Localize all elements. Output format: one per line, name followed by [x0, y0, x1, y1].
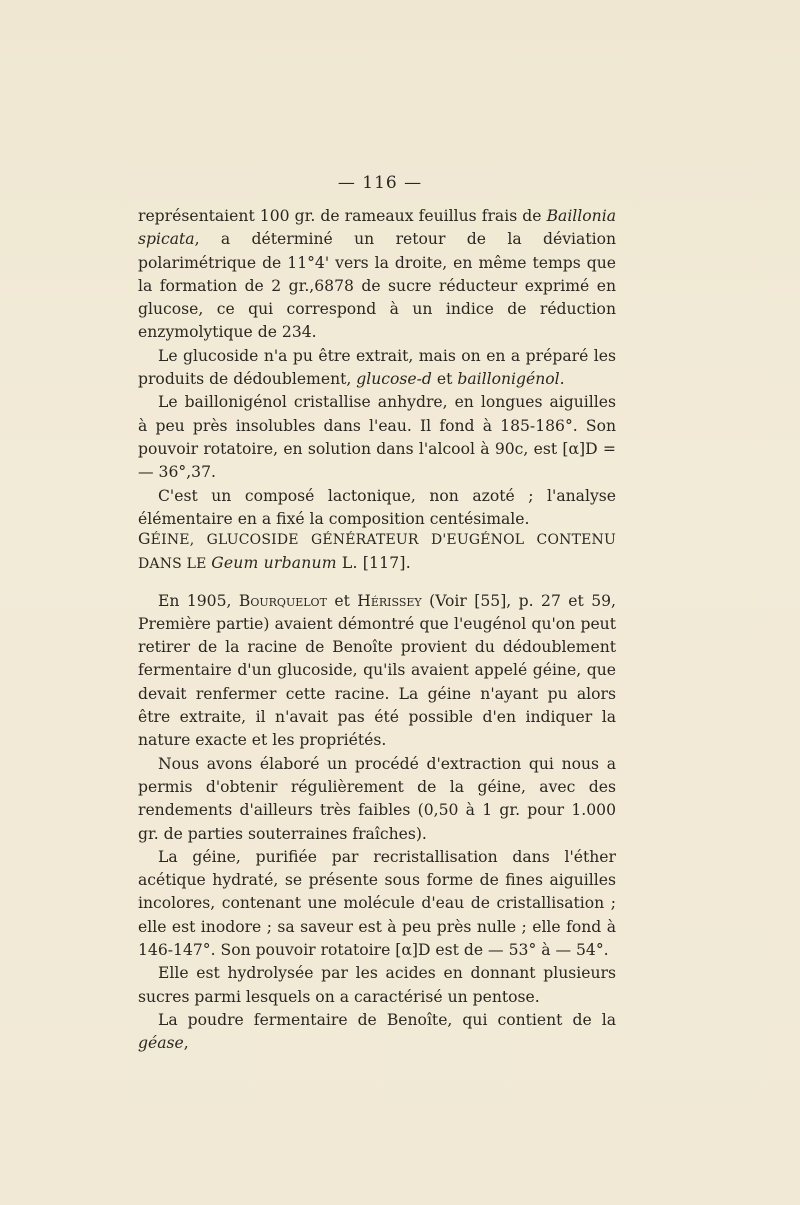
paragraph-history — [138, 590, 616, 753]
title-initial: G — [138, 530, 151, 548]
paragraph-lactonique: C'est un composé lactonique, non azoté ; l'analyse élémentaire en a fixé la composition centésimale. — [138, 486, 616, 528]
text-block-upper — [138, 205, 616, 531]
text-run: Le glucoside n'a pu être extrait, mais on en a préparé les produits de dédoublement, — [138, 346, 616, 389]
text-run: , — [183, 1034, 189, 1053]
page-number: — 116 — — [337, 173, 423, 193]
text-run: , a déterminé un retour de la déviation polarimétrique de 11°4' vers la droite, en même temps que la formation de 2 gr.,6878 de sucre réducteur exprimé en glucose, ce qui correspond à un indice de réduction enzymolytique de 234. — [138, 230, 616, 342]
paragraph-geasе — [138, 1009, 616, 1056]
author-name: Bourquelot — [238, 591, 327, 610]
title-ref: L. [117]. — [336, 554, 411, 573]
paragraph-hydrolysis: Elle est hydrolysée par les acides en donnant plusieurs sucres parmi lesquels on a caractérisé un pentose. — [138, 964, 616, 1006]
text-run: En 1905, — [158, 591, 239, 610]
text-run: La poudre fermentaire de Benoîte, qui contient de la — [158, 1010, 616, 1029]
title-rest: ÉINE, GLUCOSIDE GÉNÉRATEUR D'EUGÉNOL CONTENU DANS LE — [138, 532, 616, 573]
text-run: . — [559, 370, 565, 389]
text-run: représentaient 100 gr. de rameaux feuillus frais de — [138, 207, 547, 225]
species-name: Baillonia spicata — [138, 207, 616, 249]
paragraph-baillonia — [138, 205, 616, 345]
product-name: baillonigénol — [457, 370, 560, 389]
species-name: Geum urbanum — [211, 554, 337, 573]
text-run: (Voir [55], p. 27 et 59, Première partie) avaient démontré que l'eugénol qu'on peut retirer de la racine de Benoîte provient du dédoublement fermentaire d'un glucoside, qu'ils avaient appelé géine, que devait renfermer cette racine. La géine n'ayant pu alors être extraite, il n'avait pas été possible d'en indiquer la nature exacte et les propriétés. — [138, 591, 616, 750]
paragraph-baillonigenol: Le baillonigénol cristallise anhydre, en longues aiguilles à peu près insolubles dans l'eau. Il fond à 185-186°. Son pouvoir rotatoire, en solution dans l'alcool à 90c, est [α]D = — 36°,37. — [138, 393, 616, 482]
paragraph-glucoside — [138, 345, 616, 392]
section-title — [138, 528, 616, 577]
product-name: glucose-d — [356, 370, 432, 389]
paragraph-properties: La géine, purifiée par recristallisation dans l'éther acétique hydraté, se présente sous forme de fines aiguilles incolores, contenant une molécule d'eau de cristallisation ; elle est inodore ; sa saveur est à peu près nulle ; elle fond à 146-147°. Son pouvoir rotatoire [α]D est de — 53° à — 54°. — [138, 847, 616, 960]
enzyme-name: géase — [138, 1034, 184, 1053]
paragraph-extraction: Nous avons élaboré un procédé d'extraction qui nous a permis d'obtenir régulièrement de la géine, avec des rendements d'ailleurs très faibles (0,50 à 1 gr. pour 1.000 gr. de parties souterraines fraîches). — [138, 754, 616, 843]
text-run: et — [431, 370, 458, 389]
text-block-lower — [138, 528, 616, 1056]
text-run: et — [326, 591, 358, 610]
author-name: Hérissey — [357, 591, 422, 610]
